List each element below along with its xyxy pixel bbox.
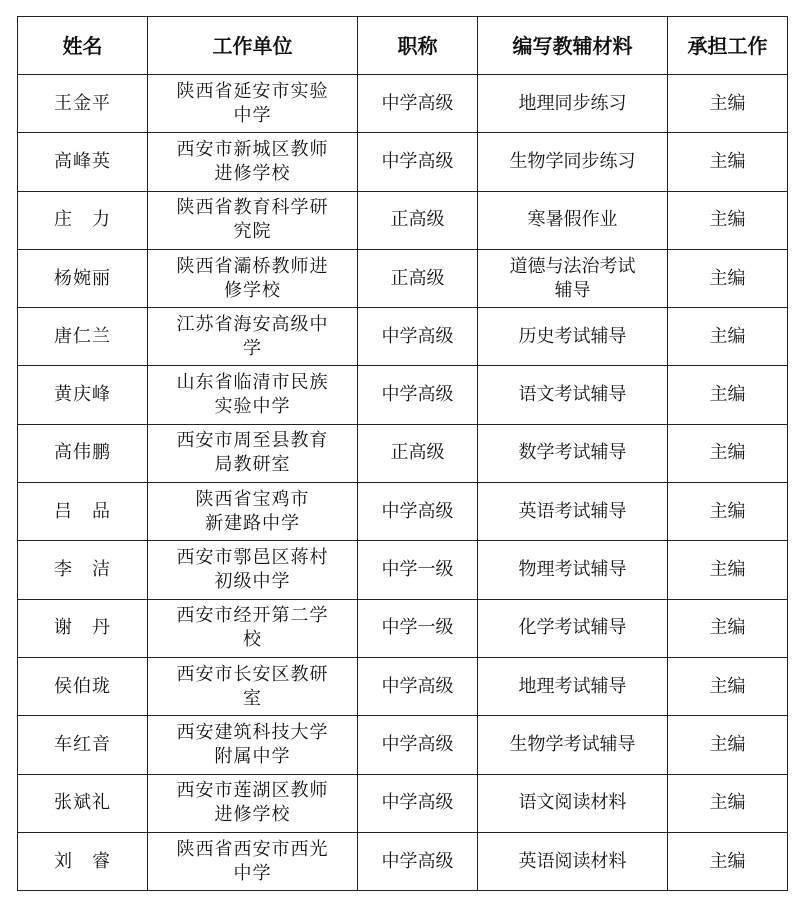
cell-name: 高峰英 — [18, 133, 148, 191]
table-row — [18, 599, 788, 657]
table-row — [18, 716, 788, 774]
cell-unit — [148, 424, 358, 482]
cell-title: 中学高级 — [358, 133, 478, 191]
header-row — [18, 17, 788, 75]
header-material: 编写教辅材料 — [478, 17, 668, 75]
material-line: 英语考试辅导 — [518, 500, 627, 522]
cell-unit — [148, 366, 358, 424]
cell-role: 主编 — [668, 774, 788, 832]
unit-line: 陕西省灞桥教师进 — [176, 255, 329, 277]
cell-title: 中学高级 — [358, 774, 478, 832]
table-row — [18, 832, 788, 890]
cell-material — [478, 191, 668, 249]
material-line: 生物学同步练习 — [509, 150, 636, 172]
table-row — [18, 249, 788, 307]
unit-line: 西安建筑科技大学 — [176, 721, 329, 743]
cell-material — [478, 75, 668, 133]
cell-name: 张斌礼 — [18, 774, 148, 832]
cell-role: 主编 — [668, 483, 788, 541]
header-role: 承担工作 — [668, 17, 788, 75]
material-line: 寒暑假作业 — [527, 209, 618, 231]
unit-line: 西安市鄠邑区蒋村 — [176, 547, 329, 569]
unit-line: 附属中学 — [214, 745, 291, 767]
cell-unit — [148, 133, 358, 191]
cell-role: 主编 — [668, 308, 788, 366]
table-row — [18, 366, 788, 424]
unit-line: 陕西省教育科学研 — [176, 197, 329, 219]
header-unit: 工作单位 — [148, 17, 358, 75]
cell-name: 吕 品 — [18, 483, 148, 541]
unit-line: 西安市经开第二学 — [176, 605, 329, 627]
cell-unit — [148, 308, 358, 366]
unit-line: 西安市新城区教师 — [176, 138, 329, 160]
cell-name: 谢 丹 — [18, 599, 148, 657]
unit-line: 西安市长安区教研 — [176, 663, 329, 685]
cell-material — [478, 832, 668, 890]
cell-name: 杨婉丽 — [18, 249, 148, 307]
unit-line: 西安市周至县教育 — [176, 430, 329, 452]
cell-unit — [148, 599, 358, 657]
cell-role: 主编 — [668, 366, 788, 424]
table-row — [18, 483, 788, 541]
cell-role: 主编 — [668, 191, 788, 249]
cell-unit — [148, 191, 358, 249]
unit-line: 进修学校 — [214, 162, 291, 184]
cell-unit — [148, 249, 358, 307]
cell-title: 中学高级 — [358, 483, 478, 541]
table-row — [18, 657, 788, 715]
cell-material — [478, 657, 668, 715]
cell-unit — [148, 832, 358, 890]
cell-title: 正高级 — [358, 191, 478, 249]
cell-material — [478, 541, 668, 599]
unit-line: 新建路中学 — [205, 512, 300, 534]
unit-line: 局教研室 — [214, 454, 291, 476]
cell-name: 车红音 — [18, 716, 148, 774]
unit-line: 江苏省海安高级中 — [176, 313, 329, 335]
unit-line: 初级中学 — [214, 571, 291, 593]
unit-line: 修学校 — [224, 279, 281, 301]
material-line: 语文考试辅导 — [518, 384, 627, 406]
material-line: 地理考试辅导 — [518, 675, 627, 697]
cell-material — [478, 483, 668, 541]
cell-role: 主编 — [668, 657, 788, 715]
cell-material — [478, 366, 668, 424]
material-line: 历史考试辅导 — [518, 325, 627, 347]
unit-line: 西安市莲湖区教师 — [176, 780, 329, 802]
cell-title: 正高级 — [358, 424, 478, 482]
unit-line: 进修学校 — [214, 804, 291, 826]
unit-line: 学 — [243, 337, 262, 359]
material-line: 地理同步练习 — [518, 92, 627, 114]
cell-name: 刘 睿 — [18, 832, 148, 890]
cell-name: 李 洁 — [18, 541, 148, 599]
header-name: 姓名 — [18, 17, 148, 75]
table-row — [18, 75, 788, 133]
cell-title: 中学高级 — [358, 657, 478, 715]
unit-line: 室 — [243, 687, 262, 709]
table-row — [18, 424, 788, 482]
cell-material — [478, 716, 668, 774]
unit-line: 中学 — [233, 862, 272, 884]
cell-name: 侯伯珑 — [18, 657, 148, 715]
unit-line: 陕西省宝鸡市 — [195, 488, 310, 510]
cell-material — [478, 424, 668, 482]
material-line: 道德与法治考试 — [509, 255, 636, 277]
unit-line: 陕西省延安市实验 — [176, 80, 329, 102]
cell-name: 王金平 — [18, 75, 148, 133]
cell-name: 唐仁兰 — [18, 308, 148, 366]
cell-role: 主编 — [668, 716, 788, 774]
cell-role: 主编 — [668, 541, 788, 599]
unit-line: 山东省临清市民族 — [176, 372, 329, 394]
cell-material — [478, 774, 668, 832]
cell-title: 中学高级 — [358, 366, 478, 424]
unit-line: 校 — [243, 629, 262, 651]
cell-unit — [148, 657, 358, 715]
cell-name: 黄庆峰 — [18, 366, 148, 424]
table-row — [18, 308, 788, 366]
material-line: 化学考试辅导 — [518, 617, 627, 639]
table-row — [18, 133, 788, 191]
editor-table — [17, 16, 788, 891]
cell-name: 庄 力 — [18, 191, 148, 249]
table-body — [18, 75, 788, 891]
material-line: 语文阅读材料 — [518, 792, 627, 814]
cell-title: 中学高级 — [358, 832, 478, 890]
cell-title: 中学高级 — [358, 716, 478, 774]
cell-role: 主编 — [668, 599, 788, 657]
cell-role: 主编 — [668, 133, 788, 191]
cell-unit — [148, 483, 358, 541]
cell-unit — [148, 541, 358, 599]
material-line: 生物学考试辅导 — [509, 733, 636, 755]
cell-material — [478, 308, 668, 366]
cell-material — [478, 133, 668, 191]
table-row — [18, 541, 788, 599]
unit-line: 实验中学 — [214, 396, 291, 418]
unit-line: 陕西省西安市西光 — [176, 838, 329, 860]
material-line: 数学考试辅导 — [518, 442, 627, 464]
header-title: 职称 — [358, 17, 478, 75]
cell-role: 主编 — [668, 75, 788, 133]
table-row — [18, 191, 788, 249]
cell-title: 正高级 — [358, 249, 478, 307]
cell-role: 主编 — [668, 424, 788, 482]
cell-role: 主编 — [668, 249, 788, 307]
unit-line: 中学 — [233, 104, 272, 126]
cell-unit — [148, 716, 358, 774]
cell-material — [478, 249, 668, 307]
cell-material — [478, 599, 668, 657]
cell-role: 主编 — [668, 832, 788, 890]
unit-line: 究院 — [233, 221, 272, 243]
cell-name: 高伟鹏 — [18, 424, 148, 482]
cell-title: 中学一级 — [358, 599, 478, 657]
material-line: 辅导 — [554, 279, 591, 301]
cell-unit — [148, 774, 358, 832]
cell-title: 中学高级 — [358, 75, 478, 133]
cell-title: 中学高级 — [358, 308, 478, 366]
cell-title: 中学一级 — [358, 541, 478, 599]
material-line: 物理考试辅导 — [518, 559, 627, 581]
cell-unit — [148, 75, 358, 133]
material-line: 英语阅读材料 — [518, 850, 627, 872]
table-row — [18, 774, 788, 832]
